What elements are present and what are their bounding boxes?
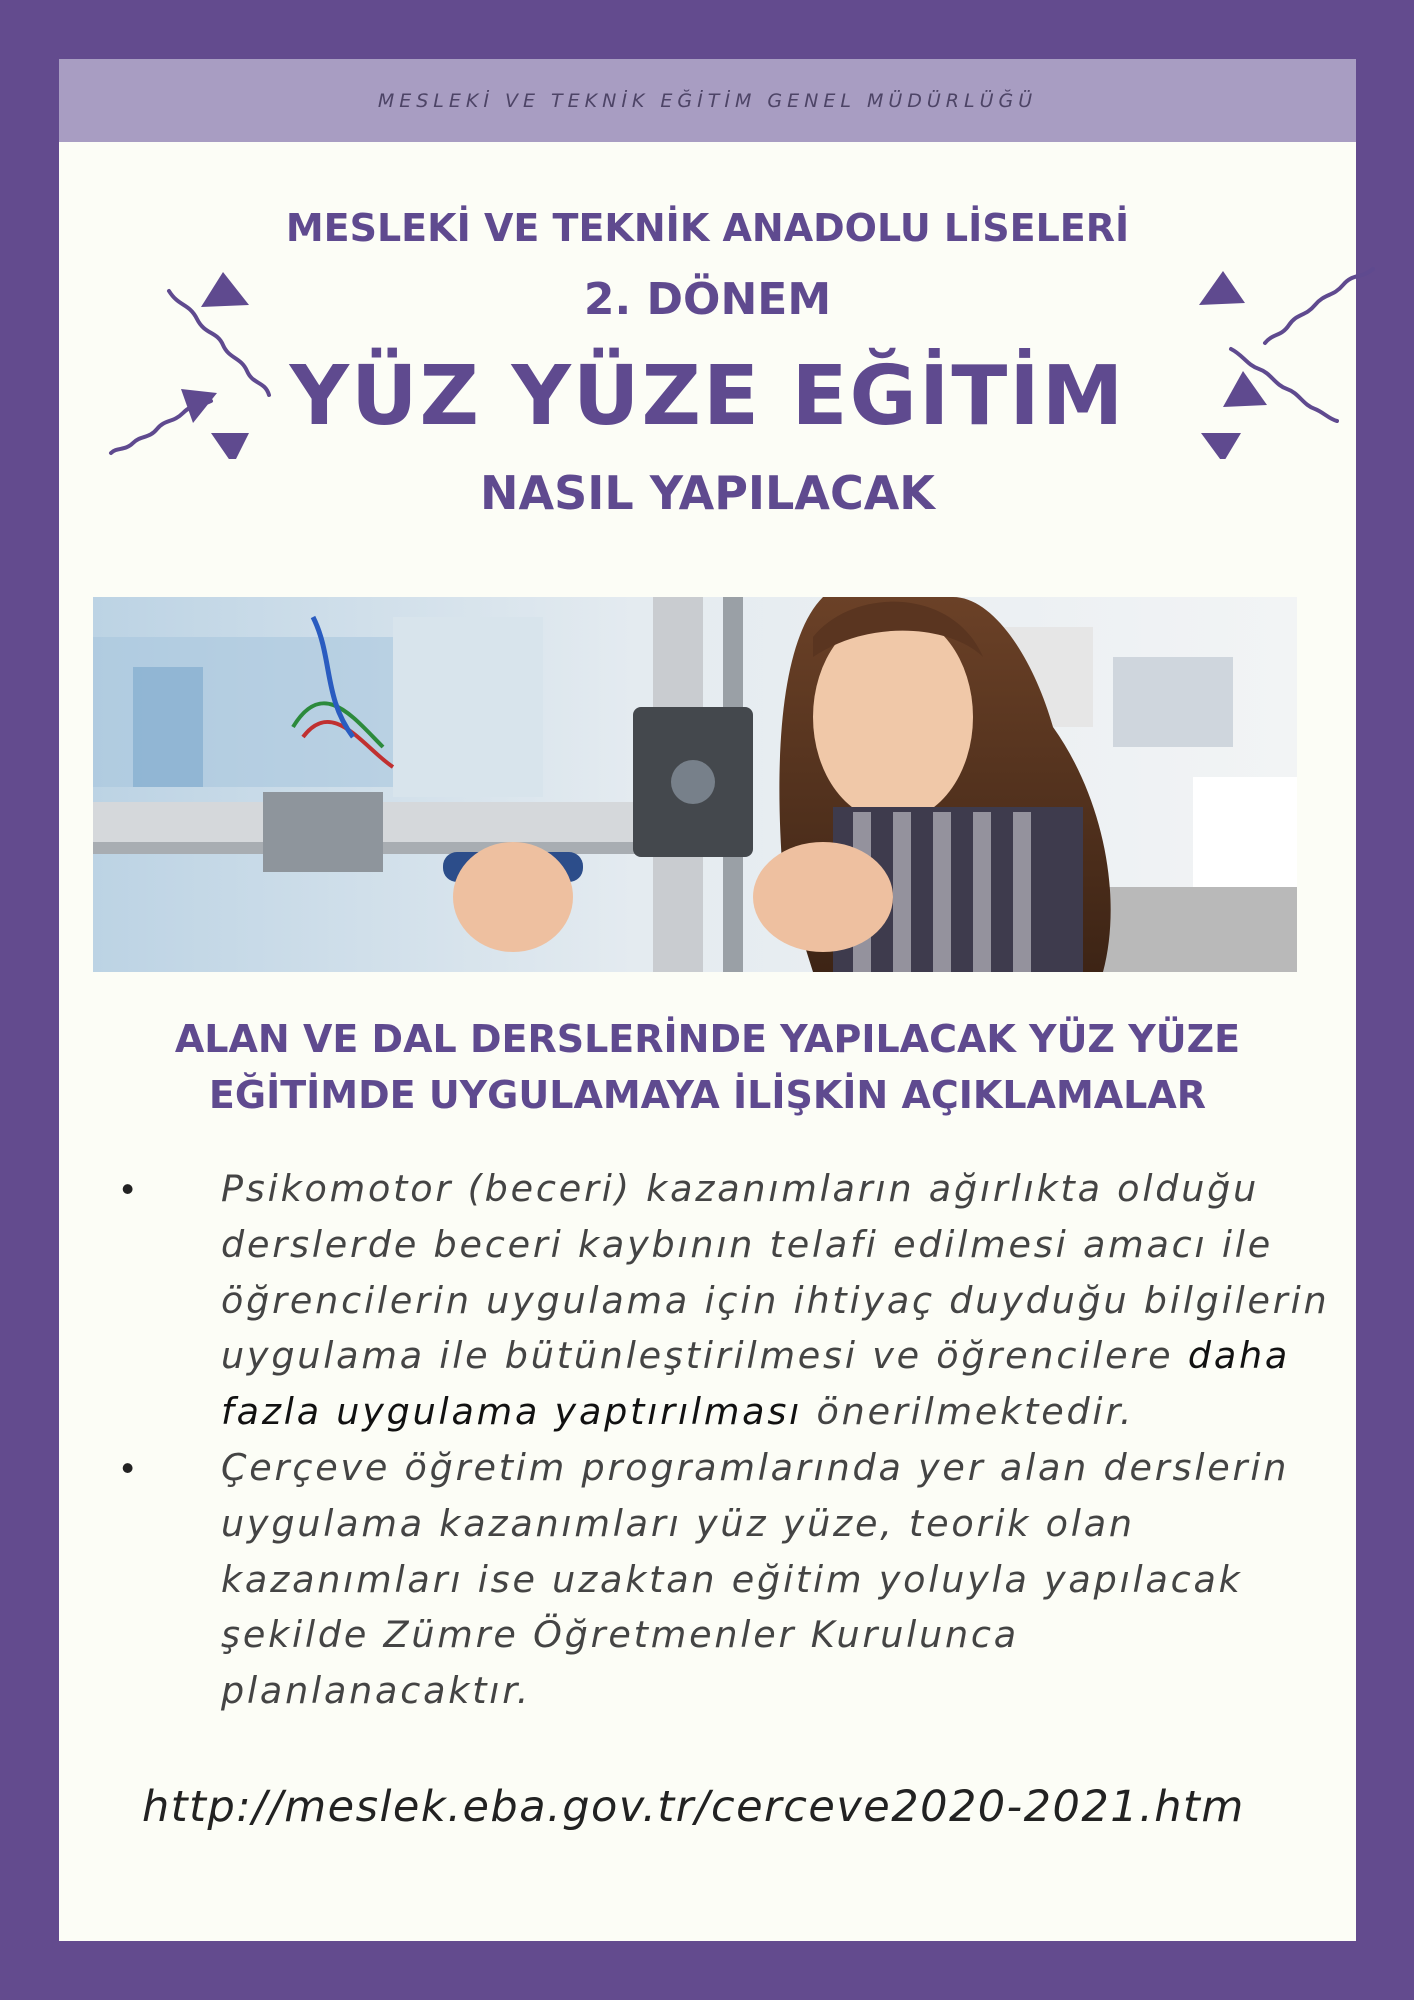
student-lab-photo	[93, 597, 1297, 972]
bullet-text-end: önerilmektedir.	[802, 1390, 1135, 1434]
org-name: MESLEKİ VE TEKNİK EĞİTİM GENEL MÜDÜRLÜĞÜ	[377, 89, 1038, 112]
list-item	[109, 1161, 1339, 1440]
bullet-icon: •	[121, 1167, 137, 1210]
bullet-text: Çerçeve öğretim programlarında yer alan derslerin uygulama kazanımları yüz yüze, teorik olan kazanımları ise uzaktan eğitim yoluyla yapılacak şekilde Zümre Öğretmenler Kurulunca planlanacaktır.	[221, 1445, 1290, 1713]
bullet-icon: •	[121, 1445, 137, 1489]
resource-link[interactable]: http://meslek.eba.gov.tr/cerceve2020-2021.htm	[142, 1782, 1245, 1832]
title-line-1: MESLEKİ VE TEKNİK ANADOLU LİSELERİ	[285, 206, 1130, 250]
section-subtitle	[139, 1011, 1276, 1123]
header-bar	[59, 59, 1356, 142]
list-item	[109, 1440, 1339, 1719]
bullet-text: Psikomotor (beceri) kazanımların ağırlıkta olduğu derslerde beceri kaybının telafi edilmesi amacı ile öğrencilerin uygulama için ihtiyaç duyduğu bilgilerin uygulama ile bütünleştirilmesi ve öğrencilere	[221, 1167, 1330, 1378]
title-line-2: 2. DÖNEM	[583, 274, 832, 325]
subtitle-line-2: EĞİTİMDE UYGULAMAYA İLİŞKİN AÇIKLAMALAR	[208, 1073, 1207, 1117]
bullet-emphasis: daha fazla uygulama yaptırılması	[221, 1334, 1291, 1434]
title-line-4: NASIL YAPILACAK	[480, 466, 935, 520]
subtitle-line-1: ALAN VE DAL DERSLERİNDE YAPILACAK YÜZ YÜZE	[174, 1017, 1241, 1061]
poster	[59, 59, 1356, 1941]
main-title: YÜZ YÜZE EĞİTİM	[289, 349, 1126, 444]
bullet-list	[109, 1161, 1339, 1719]
